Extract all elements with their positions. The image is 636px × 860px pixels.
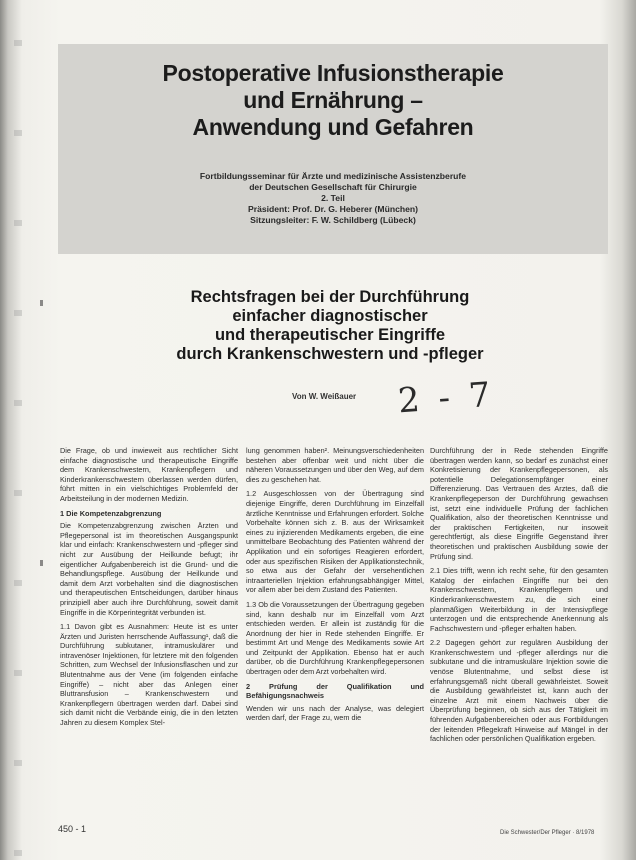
article-title-line: einfacher diagnostischer: [232, 307, 428, 325]
title-line: Anwendung und Gefahren: [192, 114, 474, 140]
section-heading: 2 Prüfung der Qualifikation und Befähigungsnachweis: [246, 681, 424, 701]
title-line: und Ernährung –: [243, 87, 423, 113]
paragraph: Wenden wir uns nach der Analyse, was delegiert werden darf, der Frage zu, wem die: [246, 703, 424, 723]
paragraph: 2.2 Dagegen gehört zur regulären Ausbildung der Krankenschwestern und -pfleger allerdings nur die subkutane und die intramuskuläre Injektion sowie die venöse Blutentnahme, und selbst diese ist erfahrungsgemäß nicht überall gewährleistet. Soweit die Ausbildung gewährleistet ist, kann auch der einzelne Arzt mit einem Nachweis über die Überprüfung beginnen, ob sich aus der Tätigkeit im führenden Aufgabenbereichen oder aus Fortbildungen der leitenden Pflegekraft Hinweise auf Mängel in der fachlichen oder persönlichen Qualifikation ergeben.: [430, 638, 608, 744]
article-title-line: Rechtsfragen bei der Durchführung: [190, 288, 470, 306]
margin-mark: [40, 560, 43, 566]
seminar-line: der Deutschen Gesellschaft für Chirurgie: [249, 182, 417, 192]
handwritten-annotation: 2 - 7: [396, 374, 496, 422]
paragraph: 1.2 Ausgeschlossen von der Übertragung sind diejenige Eingriffe, deren Durchführung im Einzelfall ärztliche Kenntnisse und Erfahrungen erfordert. Solche Vorbehalte können sich z. B. aus der Wirksamkeit eines zu injizierenden Medikaments ergeben, die eine unmittelbare Beobachtung des Patienten während der Applikation und ein sofortiges Reagieren erfordert, oder aus spezifischen Risiken der Applikationstechnik, so etwa aus der Gefahr der versehentlichen intraarteriellen Injektion erfahrungsabhängiger Mittel, vor allem aber bei dem Zustand des Patienten.: [246, 489, 424, 595]
seminar-info: [58, 171, 608, 226]
article-title: [40, 288, 620, 364]
paragraph: Die Kompetenzabgrenzung zwischen Ärzten und Pflegepersonal ist im theoretischen Ausgangspunkt klar und einfach: Krankenschwestern und -pfleger sind nicht zur Ausübung der Heilkunde befugt; ihr eigentlicher Aufgabenbereich ist die Grund- und die Behandlungspflege. Ausübung der Heilkunde und damit dem Arzt vorbehalten sind die diagnostischen und therapeutischen Entscheidungen, darüber hinaus prinzipiell aber auch ihre Durchführung, soweit damit Eingriffe in die Körperintegrität verbunden ist.: [60, 521, 238, 617]
author-byline: Von W. Weißauer: [292, 392, 357, 401]
article-title-line: durch Krankenschwestern und -pfleger: [176, 345, 484, 363]
seminar-line: 2. Teil: [321, 193, 345, 203]
page-title: [58, 60, 608, 141]
paragraph: 2.1 Dies trifft, wenn ich recht sehe, für den gesamten Katalog der einfachen Eingriffe nur bei den Krankenschwestern, Krankenpflegern und Kinderkrankenschwestern zu, die sich einer planmäßigen Weiterbildung in der Intensivpflege unterzogen und die entsprechende Anerkennung als Fachschwestern und -pfleger erhalten haben.: [430, 566, 608, 633]
paragraph: Durchführung der in Rede stehenden Eingriffe übertragen werden kann, so bedarf es zunächst einer Konkretisierung der Krankenpflegepersonen, als potentielle Delegationsempfänger einer Differenzierung. Das Vertrauen des Arztes, daß die Krankenpflegeperson der Durchführung gewachsen ist, setzt eine individuelle Prüfung der fachlichen Qualifikation, also der theoretischen Kenntnisse und der praktischen Fertigkeiten, nur insoweit gerechtfertigt, als diese Eingriffe Gegenstand ihrer theoretischen und praktischen Ausbildung sowie der Prüfung sind.: [430, 446, 608, 561]
seminar-line: Präsident: Prof. Dr. G. Heberer (München): [248, 204, 418, 214]
journal-footer: Die Schwester/Der Pfleger · 8/1978: [500, 830, 595, 836]
seminar-line: Sitzungsleiter: F. W. Schildberg (Lübeck): [250, 215, 416, 225]
text-column-1: [60, 446, 238, 733]
paragraph: 1.1 Davon gibt es Ausnahmen: Heute ist es unter Ärzten und Juristen herrschende Auffassung¹, daß die Durchführung subkutaner, intramuskulärer und intravenöser Injektionen, für letztere mit den folgenden Schritten, zum Wechsel der Infusionsflaschen und zur Blutentnahme aus der Vene (im folgenden einfache Eingriffe) – nicht aber das Anlegen einer Bluttransfusion – Krankenschwestern und Krankenpflegern übertragen werden darf. Dabei sind sich damit nicht die Verbände einig, die in den letzten Jahren zu diesem Komplex Stel-: [60, 622, 238, 728]
page-number: 450 - 1: [58, 824, 87, 834]
paragraph: lung genommen haben². Meinungsverschiedenheiten bestehen aber offenbar weit und nicht über die näheren Voraussetzungen und über den Weg, auf dem dies zu geschehen hat.: [246, 446, 424, 484]
paragraph: 1.3 Ob die Voraussetzungen der Übertragung gegeben sind, kann deshalb nur im Einzelfall vom Arzt entschieden werden. Er allein ist zuständig für die Anordnung der hier in Rede stehenden Eingriffe. Er bestimmt Art und Menge des Medikaments sowie Art und Zeitpunkt der Applikation. Ebenso hat er auch darüber, ob die Durchführung Krankenpflegepersonen übertragen oder dem Arzt vorbehalten wird.: [246, 599, 424, 677]
article-title-line: und therapeutischer Eingriffe: [214, 326, 446, 344]
paragraph: Die Frage, ob und inwieweit aus rechtlicher Sicht einfache diagnostische und therapeutische Eingriffe dem Krankenschwestern, Krankenpflegern und Kinderkrankenschwestern überlassen werden dürfen, führt mitten in ein vielschichtiges Problemfeld der Arbeitsteilung in der modernen Medizin.: [60, 446, 238, 503]
title-line: Postoperative Infusionstherapie: [162, 60, 504, 86]
seminar-line: Fortbildungsseminar für Ärzte und medizinische Assistenzberufe: [199, 171, 467, 181]
text-column-2: [246, 446, 424, 728]
section-heading: 1 Die Kompetenzabgrenzung: [60, 508, 162, 518]
text-column-3: [430, 446, 608, 749]
binding-shadow: [14, 0, 22, 860]
